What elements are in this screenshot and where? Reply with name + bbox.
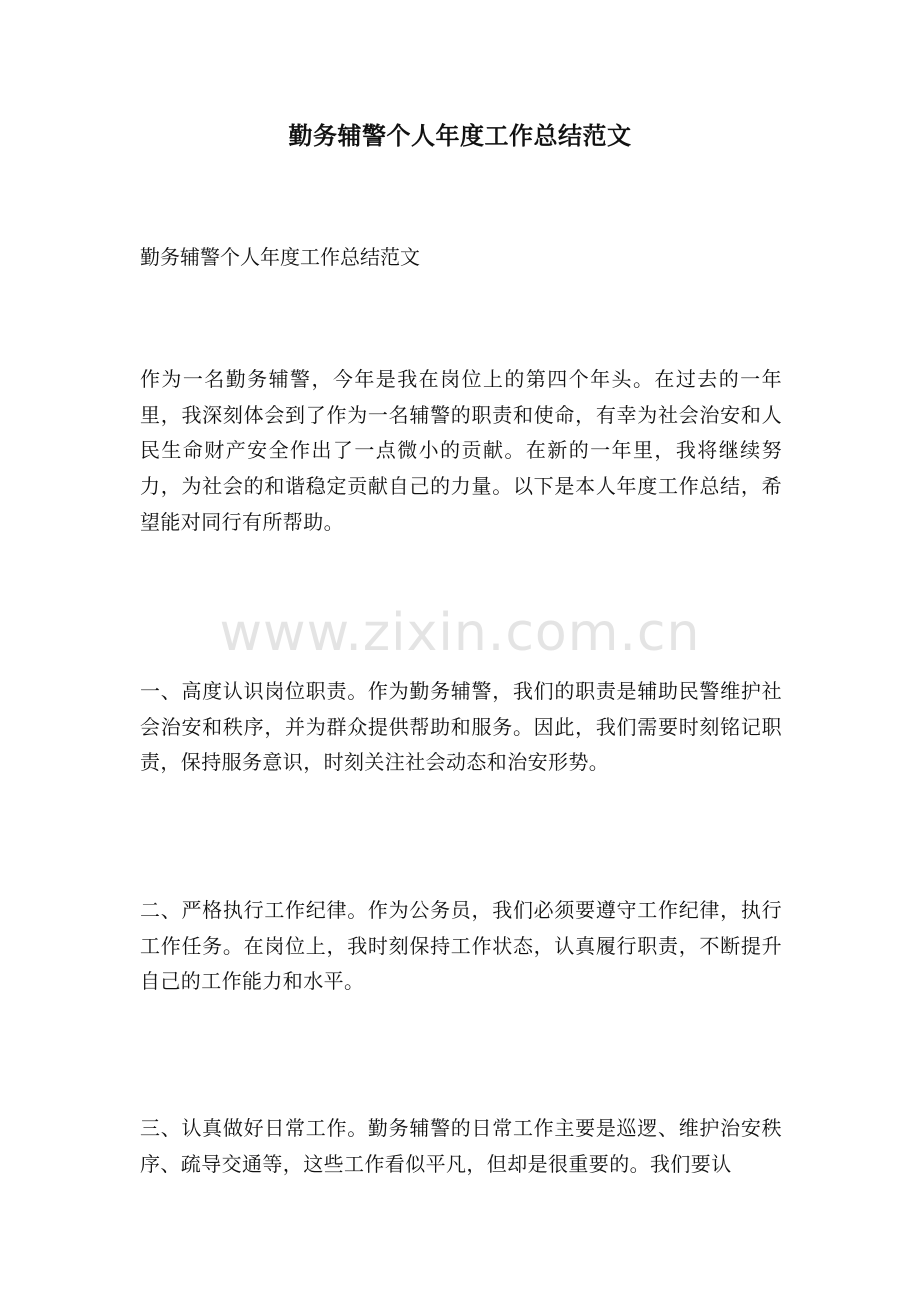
paragraph-section-3: 三、认真做好日常工作。勤务辅警的日常工作主要是巡逻、维护治安秩序、疏导交通等，这些工作看似平凡，但却是很重要的。我们要认 — [140, 1116, 782, 1176]
document-title: 勤务辅警个人年度工作总结范文 — [288, 121, 632, 150]
paragraph-section-2: 二、严格执行工作纪律。作为公务员，我们必须要遵守工作纪律，执行工作任务。在岗位上，我时刻保持工作状态，认真履行职责，不断提升自己的工作能力和水平。 — [140, 898, 782, 994]
paragraph-intro: 作为一名勤务辅警，今年是我在岗位上的第四个年头。在过去的一年里，我深刻体会到了作为一名辅警的职责和使命，有幸为社会治安和人民生命财产安全作出了一点微小的贡献。在新的一年里，我将继续努力，为社会的和谐稳定贡献自己的力量。以下是本人年度工作总结，希望能对同行有所帮助。 — [140, 367, 782, 534]
watermark-text: www.zixin.com.cn — [219, 603, 701, 663]
paragraph-section-1: 一、高度认识岗位职责。作为勤务辅警，我们的职责是辅助民警维护社会治安和秩序，并为群众提供帮助和服务。因此，我们需要时刻铭记职责，保持服务意识，时刻关注社会动态和治安形势。 — [140, 679, 782, 775]
document-subtitle: 勤务辅警个人年度工作总结范文 — [140, 245, 420, 269]
